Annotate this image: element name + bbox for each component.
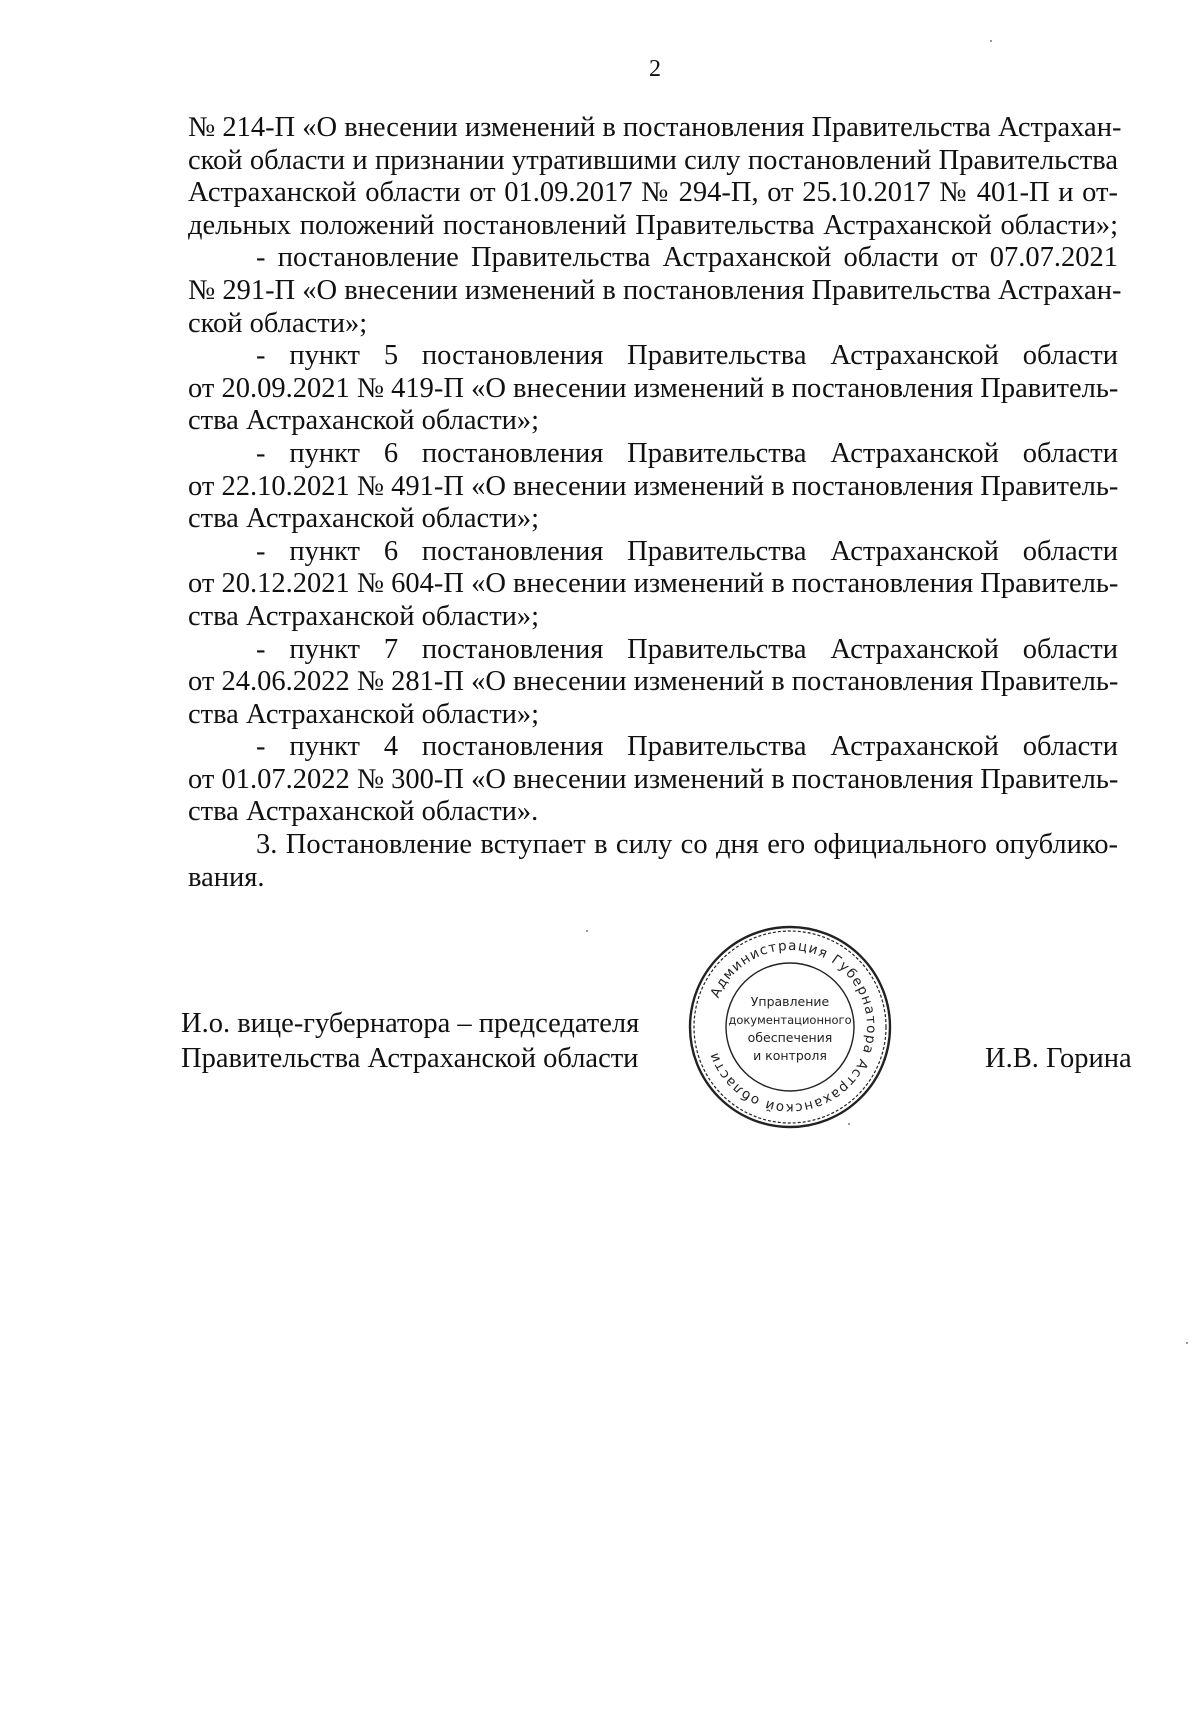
text-line: ской области и признании утратившими силу постановлений Правительства (188, 144, 1118, 176)
seal-center-line: обеспечения (747, 1030, 833, 1045)
signatory-title-line: И.о. вице-губернатора – председателя (181, 1008, 640, 1039)
text-line: от 20.12.2021 № 604-П «О внесении изменений в постановления Правитель- (188, 568, 1119, 600)
text-line: от 22.10.2021 № 491-П «О внесении изменений в постановления Правитель- (188, 470, 1119, 502)
text-line: № 214-П «О внесении изменений в постановления Правительства Астрахан- (188, 112, 1122, 143)
page-number: 2 (649, 56, 661, 82)
text-line: ства Астраханской области»; (188, 698, 540, 730)
text-line: - постановление Правительства Астраханской области от 07.07.2021 (256, 242, 1118, 274)
seal-graphic (687, 924, 893, 1130)
text-line: № 291-П «О внесении изменений в постановления Правительства Астрахан- (188, 274, 1122, 306)
text-line: - пункт 6 постановления Правительства Астраханской области (256, 437, 1118, 469)
text-line: ской области»; (188, 307, 368, 339)
scan-speck (586, 930, 588, 932)
text-line: ства Астраханской области»; (188, 503, 540, 535)
text-line: 3. Постановление вступает в силу со дня его официального опублико- (256, 829, 1118, 861)
seal-dotted-ring (694, 931, 886, 1123)
signatory-title (181, 1006, 639, 1076)
text-line: от 24.06.2022 № 281-П «О внесении изменений в постановления Правитель- (188, 666, 1119, 698)
text-line: ства Астраханской области»; (188, 600, 540, 632)
seal-ring-text-path: Администрация Губернатора Астраханской области (705, 937, 880, 1117)
official-seal (687, 924, 893, 1130)
text-line: ства Астраханской области»; (188, 405, 540, 437)
seal-outer-ring (690, 927, 890, 1127)
text-line: ства Астраханской области». (188, 796, 539, 828)
document-body (188, 112, 1122, 894)
seal-center-line: Управление (750, 994, 830, 1009)
scan-speck (990, 40, 992, 42)
text-line: от 20.09.2021 № 419-П «О внесении изменений в постановления Правитель- (188, 372, 1119, 404)
seal-center-line: и контроля (753, 1048, 827, 1063)
text-line: вания. (188, 861, 265, 893)
text-line: от 01.07.2022 № 300-П «О внесении изменений в постановления Правитель- (188, 763, 1119, 795)
text-line: - пункт 7 постановления Правительства Астраханской области (256, 633, 1118, 665)
signatory-name: И.В. Горина (985, 1043, 1132, 1074)
text-line: - пункт 5 постановления Правительства Астраханской области (256, 340, 1118, 372)
scan-speck (1186, 1342, 1188, 1344)
seal-inner-ring (726, 963, 854, 1091)
text-line: дельных положений постановлений Правительства Астраханской области»; (188, 209, 1118, 241)
seal-center-line: документационного (728, 1013, 852, 1027)
signatory-title-line: Правительства Астраханской области (181, 1043, 639, 1074)
scan-speck (848, 1123, 850, 1125)
text-line: Астраханской области от 01.09.2017 № 294-П, от 25.10.2017 № 401-П и от- (188, 177, 1118, 209)
text-line: - пункт 4 постановления Правительства Астраханской области (256, 731, 1118, 763)
text-line: - пункт 6 постановления Правительства Астраханской области (256, 535, 1118, 567)
